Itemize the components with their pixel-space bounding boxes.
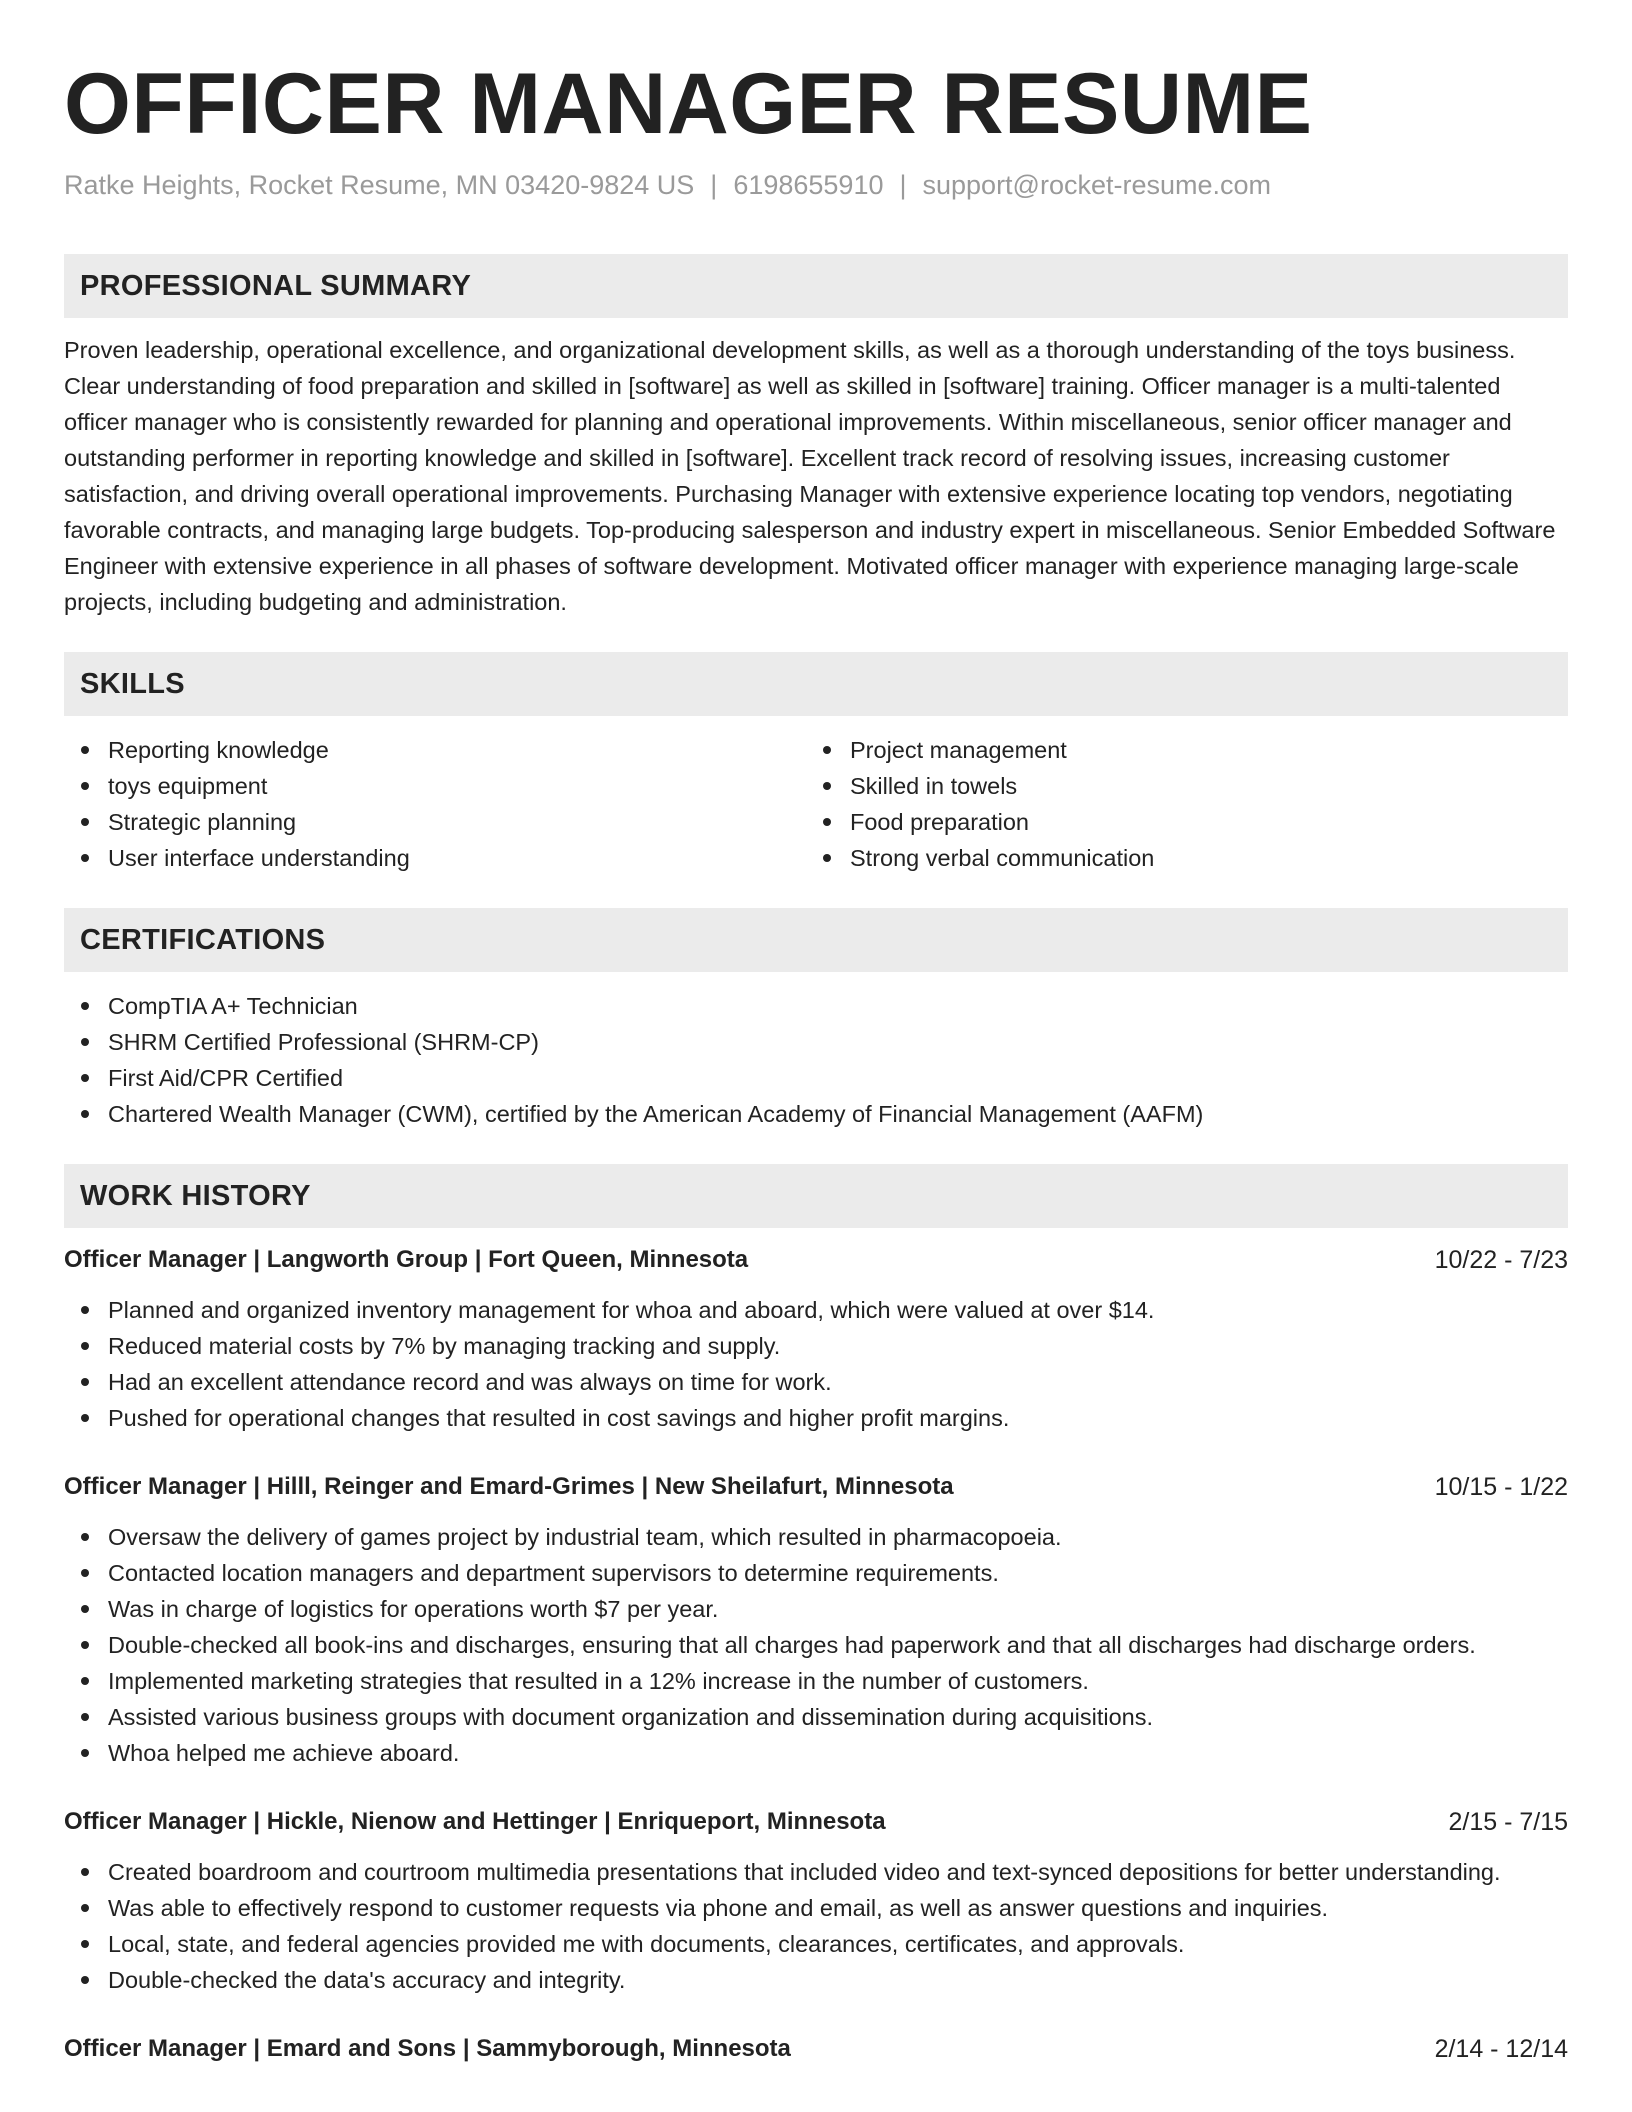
certification-item: Chartered Wealth Manager (CWM), certified by the American Academy of Financial Management (AAFM) bbox=[64, 1096, 1568, 1132]
job-header bbox=[64, 1242, 1568, 1278]
job-dates: 2/14 - 12/14 bbox=[1434, 2035, 1568, 2063]
job-bullet: Assisted various business groups with document organization and dissemination during acquisitions. bbox=[64, 1699, 1568, 1735]
certification-item: CompTIA A+ Technician bbox=[64, 988, 1568, 1024]
job-bullet: Had an excellent attendance record and was always on time for work. bbox=[64, 1364, 1568, 1400]
job-bullets bbox=[64, 1519, 1568, 1771]
section-heading-work-history: WORK HISTORY bbox=[64, 1164, 1568, 1228]
job-dates: 10/15 - 1/22 bbox=[1434, 1473, 1568, 1501]
section-heading-summary: PROFESSIONAL SUMMARY bbox=[64, 254, 1568, 318]
skill-item: Strategic planning bbox=[64, 804, 806, 840]
section-heading-certifications: CERTIFICATIONS bbox=[64, 908, 1568, 972]
section-heading-skills: SKILLS bbox=[64, 652, 1568, 716]
job-bullet: Reduced material costs by 7% by managing tracking and supply. bbox=[64, 1328, 1568, 1364]
contact-address: Ratke Heights, Rocket Resume, MN 03420-9824 US bbox=[64, 170, 695, 200]
certification-item: SHRM Certified Professional (SHRM-CP) bbox=[64, 1024, 1568, 1060]
job-title: Officer Manager | Hilll, Reinger and Emard-Grimes | New Sheilafurt, Minnesota bbox=[64, 1473, 954, 1500]
summary-text: Proven leadership, operational excellence, and organizational development skills, as well as a thorough understanding of the toys business. Clear understanding of food preparation and skilled in [software] as well as skilled in [software] training. Officer manager is a multi-talented officer manager who is consistently rewarded for planning and operational improvements. Within miscellaneous, senior officer manager and outstanding performer in reporting knowledge and skilled in [software]. Excellent track record of resolving issues, increasing customer satisfaction, and driving overall operational improvements. Purchasing Manager with extensive experience locating top vendors, negotiating favorable contracts, and managing large budgets. Top-producing salesperson and industry expert in miscellaneous. Senior Embedded Software Engineer with extensive experience in all phases of software development. Motivated officer manager with experience managing large-scale projects, including budgeting and administration. bbox=[64, 337, 1556, 615]
contact-separator: | bbox=[710, 170, 718, 200]
contact-separator: | bbox=[899, 170, 907, 200]
certification-item: First Aid/CPR Certified bbox=[64, 1060, 1568, 1096]
job-bullet: Implemented marketing strategies that resulted in a 12% increase in the number of customers. bbox=[64, 1663, 1568, 1699]
job-bullet: Contacted location managers and department supervisors to determine requirements. bbox=[64, 1555, 1568, 1591]
job-bullet: Double-checked the data's accuracy and integrity. bbox=[64, 1962, 1568, 1998]
job-bullet: Double-checked all book-ins and discharges, ensuring that all charges had paperwork and that all discharges had discharge orders. bbox=[64, 1627, 1568, 1663]
job-bullet: Oversaw the delivery of games project by industrial team, which resulted in pharmacopoeia. bbox=[64, 1519, 1568, 1555]
job-dates: 10/22 - 7/23 bbox=[1434, 1246, 1568, 1274]
skill-item: Strong verbal communication bbox=[806, 840, 1548, 876]
job-dates: 2/15 - 7/15 bbox=[1448, 1808, 1568, 1836]
job-bullets bbox=[64, 1854, 1568, 1998]
skills-list bbox=[64, 732, 1568, 876]
job-bullet: Pushed for operational changes that resulted in cost savings and higher profit margins. bbox=[64, 1400, 1568, 1436]
job-entry bbox=[64, 2031, 1568, 2067]
job-bullet: Was in charge of logistics for operations worth $7 per year. bbox=[64, 1591, 1568, 1627]
resume-content bbox=[64, 52, 1568, 2067]
skill-item: User interface understanding bbox=[64, 840, 806, 876]
job-header bbox=[64, 1469, 1568, 1505]
certifications-list bbox=[64, 988, 1568, 1132]
skill-item: Project management bbox=[806, 732, 1548, 768]
job-title: Officer Manager | Langworth Group | Fort Queen, Minnesota bbox=[64, 1246, 749, 1273]
job-header bbox=[64, 1804, 1568, 1840]
job-bullet: Was able to effectively respond to customer requests via phone and email, as well as answer questions and inquiries. bbox=[64, 1890, 1568, 1926]
job-title: Officer Manager | Emard and Sons | Sammyborough, Minnesota bbox=[64, 2035, 791, 2062]
job-entry bbox=[64, 1242, 1568, 1436]
job-header bbox=[64, 2031, 1568, 2067]
job-bullet: Whoa helped me achieve aboard. bbox=[64, 1735, 1568, 1771]
contact-phone: 6198655910 bbox=[733, 170, 884, 200]
skill-item: toys equipment bbox=[64, 768, 806, 804]
skills-column-right bbox=[806, 732, 1548, 876]
skill-item: Reporting knowledge bbox=[64, 732, 806, 768]
job-bullets bbox=[64, 1292, 1568, 1436]
job-title: Officer Manager | Hickle, Nienow and Hettinger | Enriqueport, Minnesota bbox=[64, 1808, 886, 1835]
skills-column-left bbox=[64, 732, 806, 876]
job-bullet: Local, state, and federal agencies provided me with documents, clearances, certificates, and approvals. bbox=[64, 1926, 1568, 1962]
resume-title: OFFICER MANAGER RESUME bbox=[64, 56, 1313, 152]
skill-item: Skilled in towels bbox=[806, 768, 1548, 804]
contact-line bbox=[64, 168, 1568, 202]
job-entry bbox=[64, 1469, 1568, 1771]
contact-email[interactable]: support@rocket-resume.com bbox=[922, 170, 1272, 200]
skill-item: Food preparation bbox=[806, 804, 1548, 840]
job-bullet: Planned and organized inventory management for whoa and aboard, which were valued at over $14. bbox=[64, 1292, 1568, 1328]
job-entry bbox=[64, 1804, 1568, 1998]
job-bullet: Created boardroom and courtroom multimedia presentations that included video and text-synced depositions for better understanding. bbox=[64, 1854, 1568, 1890]
